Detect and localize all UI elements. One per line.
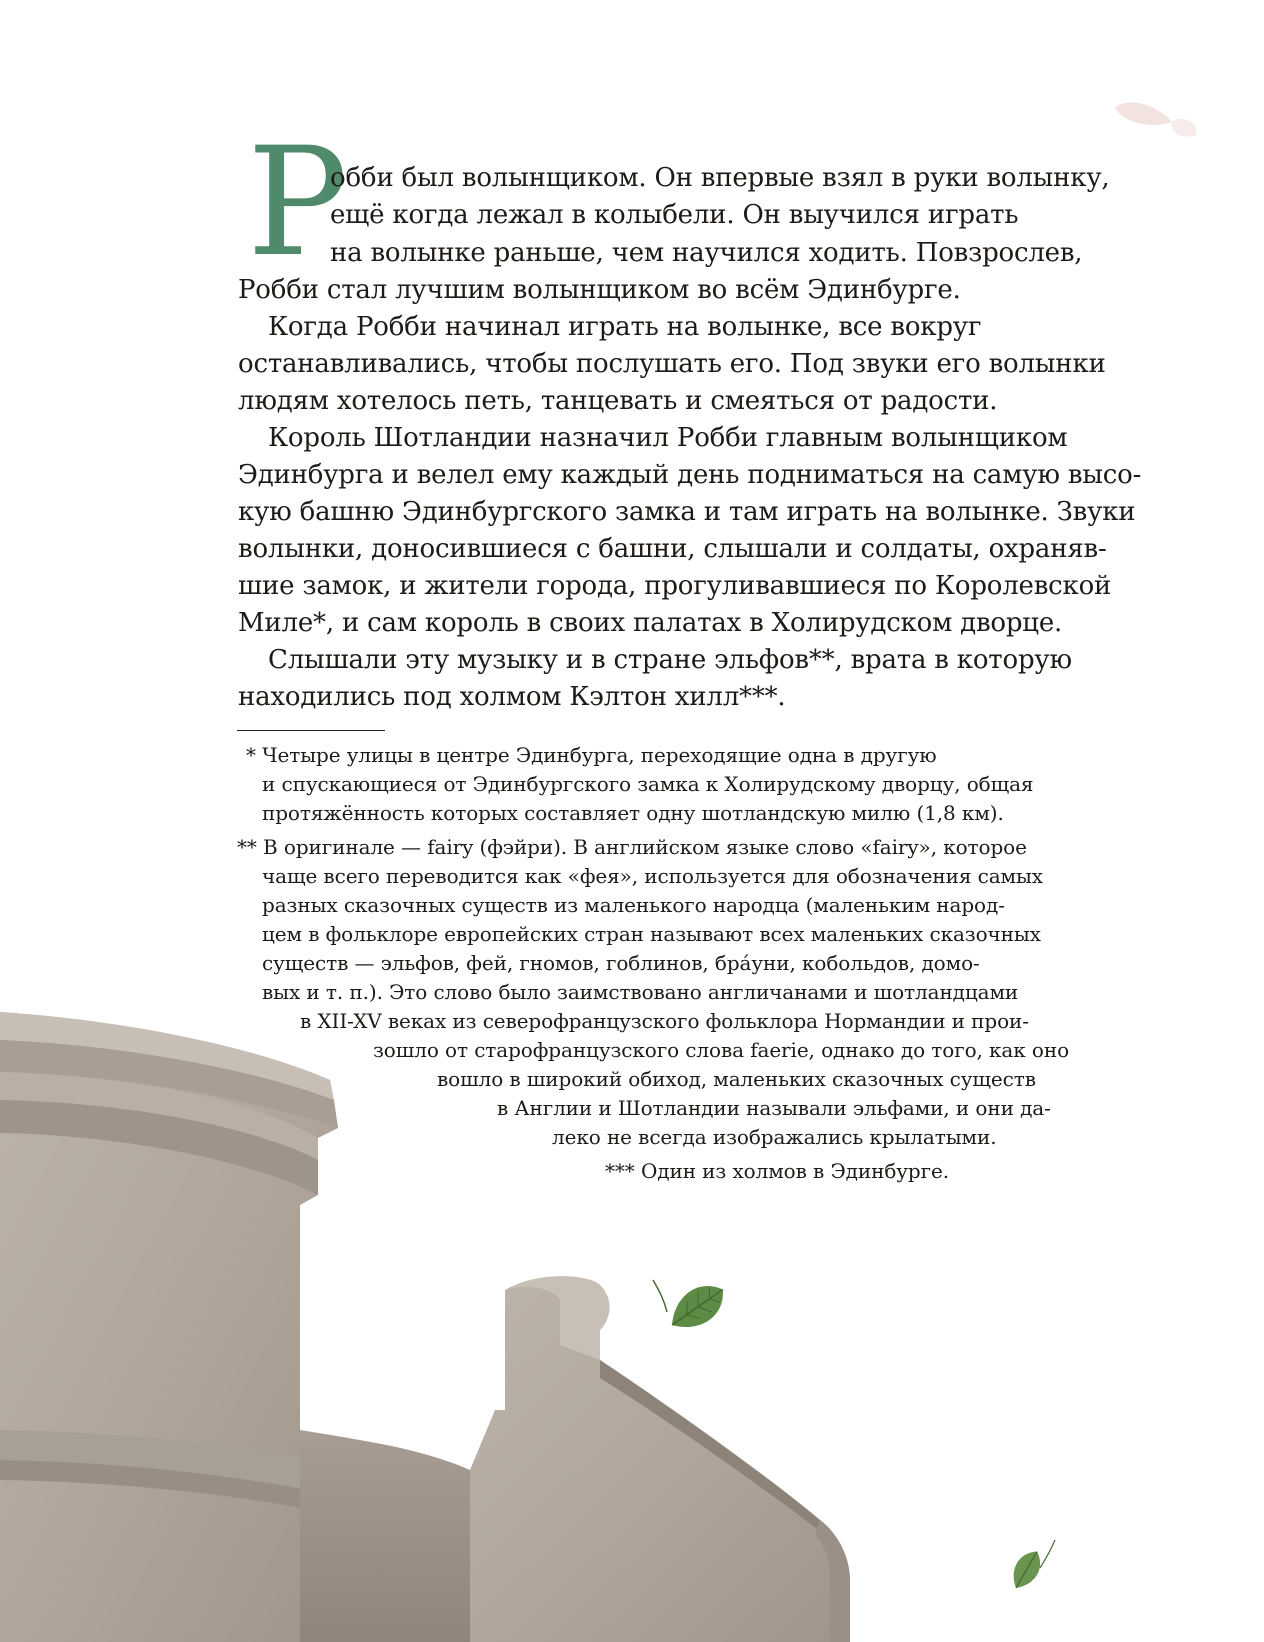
paragraph-line: на волынке раньше, чем научился ходить. Повзрослев,: [330, 238, 1083, 268]
footnote-line: чаще всего переводится как «фея», используется для обозначения самых: [262, 864, 1043, 888]
paragraph-line: ещё когда лежал в колыбели. Он выучился играть: [330, 200, 1019, 230]
footnote-line: ** В оригинале — fairy (фэйри). В английском языке слово «fairy», которое: [237, 835, 1027, 859]
footnote-line: протяжённость которых составляет одну шотландскую милю (1,8 км).: [262, 801, 1004, 825]
paragraph-line: обби был волынщиком. Он впервые взял в руки волынку,: [330, 163, 1110, 193]
paragraph-line: Когда Робби начинал играть на волынке, все вокруг: [268, 312, 982, 342]
footnote-line: разных сказочных существ из маленького народца (маленьким народ-: [262, 893, 1005, 917]
footnote-divider: [237, 730, 385, 731]
paragraph-line: Миле*, и сам король в своих палатах в Холирудском дворце.: [238, 608, 1063, 638]
footnote-line: в XII-XV веках из северофранцузского фольклора Нормандии и прои-: [300, 1009, 1029, 1033]
paragraph-line: шие замок, и жители города, прогуливавшиеся по Королевской: [238, 571, 1112, 601]
paragraph-line: Король Шотландии назначил Робби главным волынщиком: [268, 423, 1068, 453]
paragraph-line: кую башню Эдинбургского замка и там играть на волынке. Звуки: [238, 497, 1136, 527]
paragraph-line: волынки, доносившиеся с башни, слышали и солдаты, охраняв-: [238, 534, 1107, 564]
paragraph-line: людям хотелось петь, танцевать и смеяться от радости.: [238, 386, 998, 416]
footnote-line: существ — эльфов, фей, гномов, гоблинов, бра́уни, кобольдов, домо-: [262, 951, 980, 975]
footnote-line: в Англии и Шотландии называли эльфами, и они да-: [497, 1096, 1051, 1120]
paragraph-line: останавливались, чтобы послушать его. Под звуки его волынки: [238, 349, 1106, 379]
footnote-line: *** Один из холмов в Эдинбурге.: [605, 1159, 949, 1183]
paragraph-line: Робби стал лучшим волынщиком во всём Эдинбурге.: [238, 275, 961, 305]
footnote-line: * Четыре улицы в центре Эдинбурга, переходящие одна в другую: [246, 743, 937, 767]
footnote-line: леко не всегда изображались крылатыми.: [552, 1125, 997, 1149]
footnote-line: вошло в широкий обиход, маленьких сказочных существ: [437, 1067, 1036, 1091]
footnote-line: цем в фольклоре европейских стран называют всех маленьких сказочных: [262, 922, 1041, 946]
drop-cap-letter: Р: [247, 116, 348, 290]
paragraph-line: находились под холмом Кэлтон хилл***.: [238, 682, 786, 712]
footnote-line: зошло от старофранцузского слова faerie, однако до того, как оно: [373, 1038, 1070, 1062]
paragraph-line: Эдинбурга и велел ему каждый день подниматься на самую высо-: [238, 460, 1142, 490]
footnote-line: и спускающиеся от Эдинбургского замка к Холирудскому дворцу, общая: [262, 772, 1034, 796]
paragraph-line: Слышали эту музыку и в стране эльфов**, врата в которую: [268, 645, 1072, 675]
footnote-line: вых и т. п.). Это слово было заимствовано англичанами и шотландцами: [262, 980, 1019, 1004]
